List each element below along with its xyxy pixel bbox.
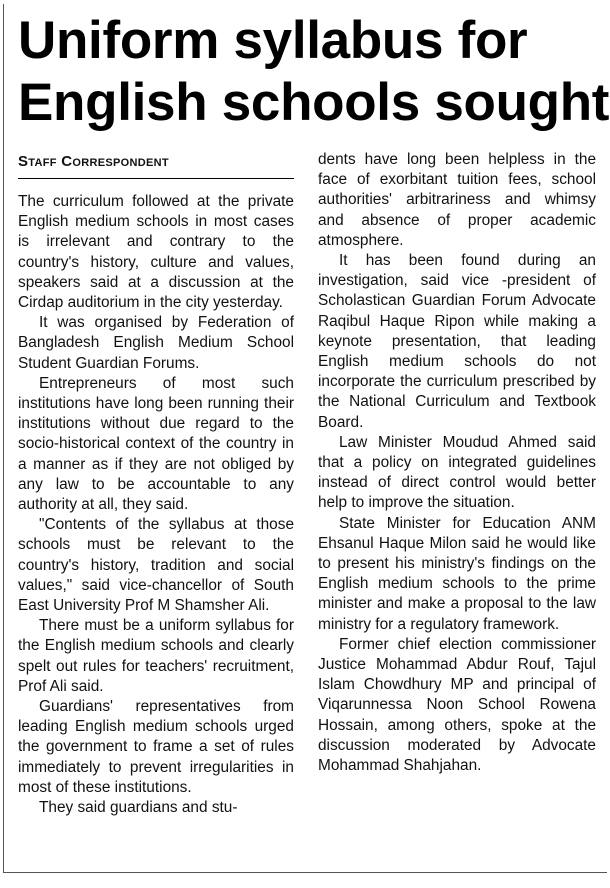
headline-line-1: Uniform syllabus for [18, 11, 528, 70]
article-column-left [18, 150, 294, 818]
paragraph: Former chief election commissioner Justice Mohammad Abdur Rouf, Tajul Islam Chowdhury MP and principal of Viqarunnessa Noon School Rowena Hossain, among others, spoke at the discussion moderated by Advocate Mohammad Shahjahan. [318, 635, 596, 775]
headline [18, 10, 608, 134]
paragraph: "Contents of the syllabus at those schools must be relevant to the country's history, tradition and social values," said vice-chancellor of South East University Prof M Shamsher Ali. [18, 516, 294, 615]
paragraph: The curriculum followed at the private English medium schools in most cases is irrelevant and contrary to the country's history, culture and values, speakers said at a discussion at the Cirdap auditorium in the city yesterday. [18, 193, 294, 312]
paragraph: It has been found during an investigation, said vice -president of Scholastican Guardian Forum Advocate Raqibul Haque Ripon while making a keynote presentation, that leading English medium schools do not incorporate the curriculum prescribed by the National Curriculum and Textbook Board. [318, 252, 596, 431]
bottom-rule [3, 872, 607, 873]
article-body-right [318, 150, 596, 776]
paragraph: State Minister for Education ANM Ehsanul Haque Milon said he would like to present his ministry's findings on the English medium schools to the prime minister and make a proposal to the law ministry for a regulatory framework. [318, 514, 596, 633]
paragraph: dents have long been helpless in the face of exorbitant tuition fees, school authorities' arbitrariness and whimsy and absence of proper academic atmosphere. [318, 151, 596, 249]
paragraph: Entrepreneurs of most such institutions have long been running their institutions without due regard to the socio-historical context of the country in a manner as if they are not obliged by any law to be accountable to any authority at all, they said. [18, 374, 294, 514]
paragraph: It was organised by Federation of Bangladesh English Medium School Student Guardian Forums. [18, 314, 294, 372]
article-column-right [318, 150, 596, 776]
byline: Staff Correspondent [18, 152, 294, 179]
article-body-left [18, 192, 294, 818]
paragraph: They said guardians and stu- [39, 799, 238, 817]
headline-line-2: English schools sought [18, 73, 610, 132]
paragraph: Guardians' representatives from leading English medium schools urged the government to frame a set of rules immediately to prevent irregularities in most of these institutions. [18, 698, 294, 796]
left-rule [3, 4, 4, 872]
paragraph: Law Minister Moudud Ahmed said that a policy on integrated guidelines instead of direct control would better help to improve the situation. [318, 433, 596, 512]
paragraph: There must be a uniform syllabus for the English medium schools and clearly spelt out rules for teachers' recruitment, Prof Ali said. [18, 617, 294, 695]
